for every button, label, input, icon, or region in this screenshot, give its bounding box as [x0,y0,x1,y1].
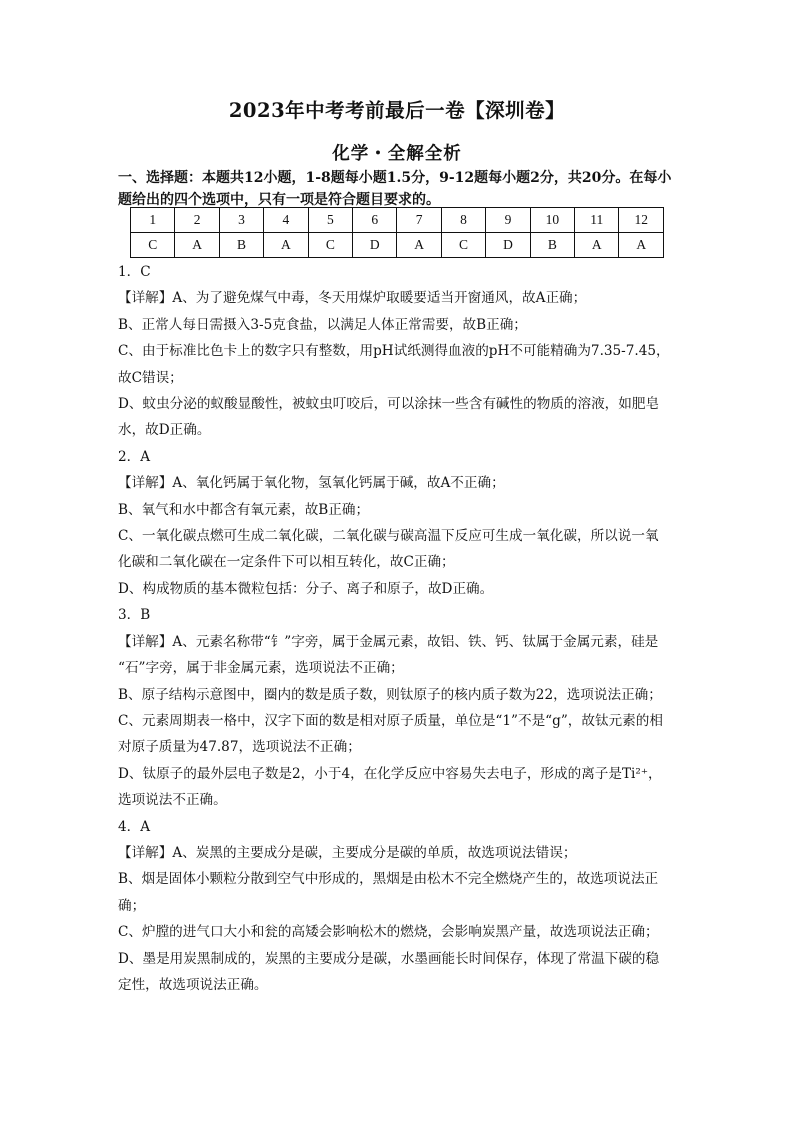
explanation-line: 定性，故选项说法正确。 [118,976,268,993]
explanation-line: “石”字旁，属于非金属元素，选项说法不正确； [118,660,404,677]
question-number-cell: 1 [131,208,175,233]
explanation-line: D、构成物质的基本微粒包括：分子、离子和原子，故D正确。 [118,580,494,597]
question-number-cell: 4 [264,208,308,233]
explanation-line: B、原子结构示意图中，圈内的数是质子数，则钛原子的核内质子数为22，选项说法正确； [118,686,662,703]
answer-cell: C [131,233,175,258]
section-intro: 一、选择题：本题共12小题，1-8题每小题1.5分，9-12题每小题2分，共20分。在每小题给出的四个选项中，只有一项是符合题目要求的。 [118,170,672,208]
question-number-cell: 2 [175,208,219,233]
explanation-line: D、蚊虫分泌的蚁酸显酸性，被蚊虫叮咬后，可以涂抹一些含有碱性的物质的溶液，如肥皂 [118,396,660,413]
question-number-cell: 11 [575,208,619,233]
answer-cell: A [264,233,308,258]
page-title: 2023年中考考前最后一卷【深圳卷】 [228,99,566,122]
question-number-cell: 9 [486,208,530,233]
question-heading: 3．B [118,607,151,624]
explanation-line: C、一氧化碳点燃可生成二氧化碳，二氧化碳与碳高温下反应可生成一氧化碳，所以说一氧 [118,528,659,545]
explanation-line: 故C错误； [118,369,183,386]
answer-table [130,207,664,258]
explanation-line: 化碳和二氧化碳在一定条件下可以相互转化，故C正确； [118,554,455,571]
explanation-line: B、正常人每日需摄入3-5克食盐，以满足人体正常需要，故B正确； [118,316,527,333]
explanation-line: 选项说法不正确。 [118,792,227,809]
answer-cell: A [175,233,219,258]
question-number-cell: 7 [397,208,441,233]
answer-cell: A [619,233,664,258]
explanation-line: 对原子质量为47.87，选项说法不正确； [118,739,361,756]
explanation-line: C、元素周期表一格中，汉字下面的数是相对原子质量，单位是“1”不是“g”，故钛元素的相 [118,712,663,729]
question-number-cell: 3 [219,208,263,233]
explanation-line: C、炉膛的进气口大小和瓮的高矮会影响松木的燃烧，会影响炭黑产量，故选项说法正确； [118,924,659,941]
answer-cell: C [308,233,352,258]
question-number-cell: 12 [619,208,664,233]
explanation-line: 确； [118,897,146,914]
explanation-line: 【详解】A、氧化钙属于氧化物，氢氧化钙属于碱，故A不正确； [118,475,505,492]
answer-cell: D [353,233,397,258]
answer-cell: B [530,233,574,258]
solutions-body [118,259,678,998]
explanation-line: 【详解】A、元素名称带“钅”字旁，属于金属元素，故铝、铁、钙、钛属于金属元素，硅是 [118,633,659,650]
page-subtitle: 化学・全解全析 [332,144,462,164]
question-number-cell: 6 [353,208,397,233]
explanation-line: B、烟是固体小颗粒分散到空气中形成的，黑烟是由松木不完全燃烧产生的，故选项说法正 [118,871,659,888]
explanation-line: D、墨是用炭黑制成的，炭黑的主要成分是碳，水墨画能长时间保存，体现了常温下碳的稳 [118,950,660,967]
question-number-cell: 8 [441,208,485,233]
question-heading: 2．A [118,448,151,465]
answer-cell: A [397,233,441,258]
explanation-line: 【详解】A、炭黑的主要成分是碳，主要成分是碳的单质，故选项说法错误； [118,844,577,861]
explanation-line: B、氧气和水中都含有氧元素，故B正确； [118,501,370,518]
answer-table-answer-row [131,233,664,258]
explanation-line: 水，故D正确。 [118,422,211,439]
answer-cell: D [486,233,530,258]
answer-cell: B [219,233,263,258]
answer-table-number-row [131,208,664,233]
question-heading: 1．C [118,264,151,280]
answer-cell: C [441,233,485,258]
explanation-line: D、钛原子的最外层电子数是2，小于4，在化学反应中容易失去电子，形成的离子是Ti²⁺， [118,765,662,782]
answer-cell: A [575,233,619,258]
question-number-cell: 10 [530,208,574,233]
question-heading: 4．A [118,818,151,835]
question-number-cell: 5 [308,208,352,233]
explanation-line: 【详解】A、为了避免煤气中毒，冬天用煤炉取暖要适当开窗通风，故A正确； [118,290,587,307]
explanation-line: C、由于标准比色卡上的数字只有整数，用pH试纸测得血液的pH不可能精确为7.35-7.45， [118,343,670,360]
